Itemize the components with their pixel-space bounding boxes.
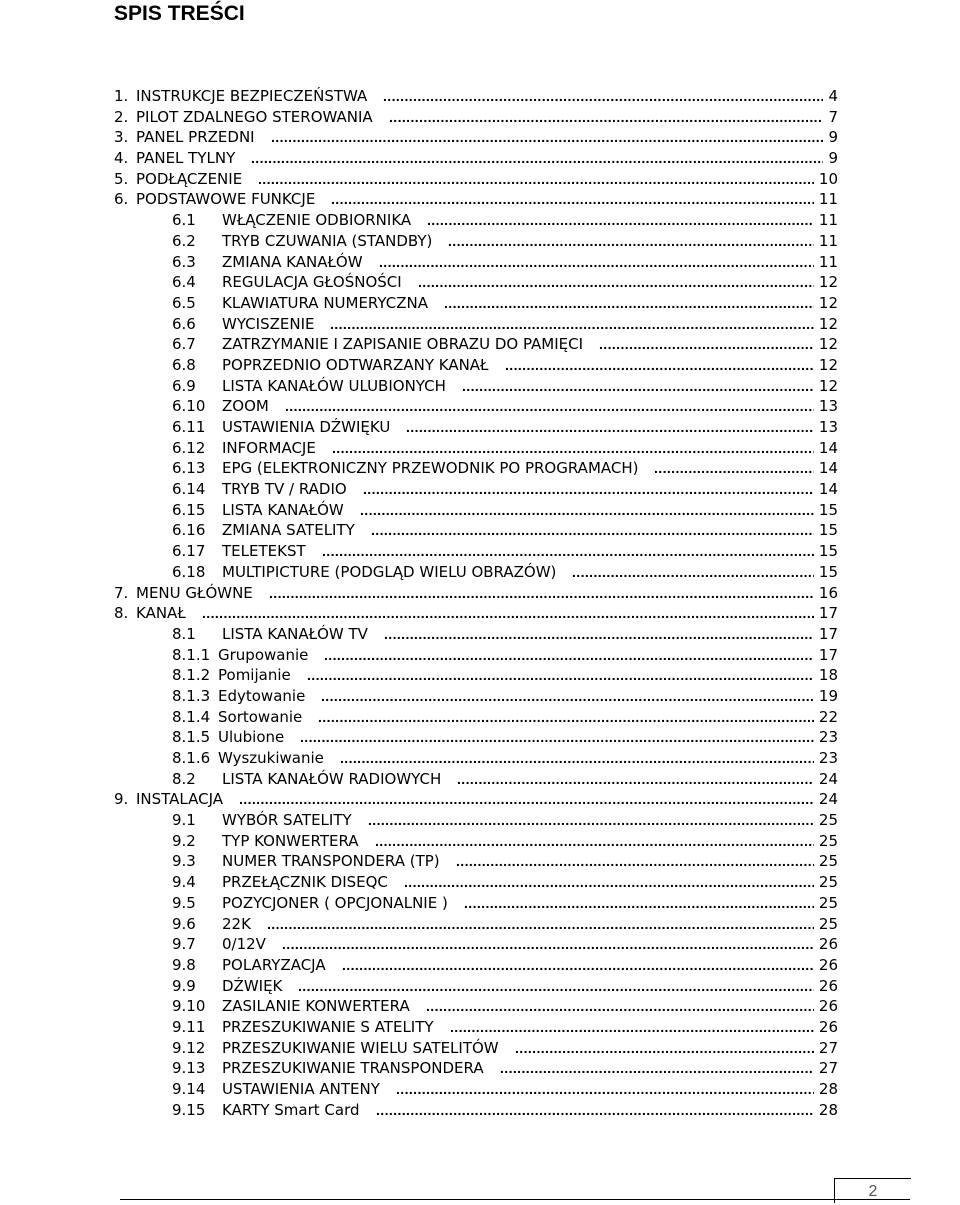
toc-entry-title: Grupowanie xyxy=(218,645,309,664)
toc-entry[interactable] xyxy=(0,893,960,914)
toc-leader-dots xyxy=(379,252,814,273)
toc-leader-dots xyxy=(406,417,814,438)
toc-entry-number: 6.10 xyxy=(172,397,206,416)
toc-entry-number: 8.1.1 xyxy=(172,645,211,664)
toc-leader-dots xyxy=(464,893,814,914)
toc-entry-title: USTAWIENIA DŹWIĘKU xyxy=(222,418,391,436)
toc-entry[interactable] xyxy=(0,1100,960,1121)
toc-entry-number: 8.1.2 xyxy=(172,666,211,685)
toc-leader-dots xyxy=(456,851,814,872)
toc-entry[interactable] xyxy=(0,562,960,583)
toc-entry-page: 13 xyxy=(818,397,838,416)
toc-entry-number: 8.2 xyxy=(172,769,196,788)
toc-entry-page: 10 xyxy=(818,169,838,188)
toc-entry-page: 11 xyxy=(818,252,838,271)
toc-entry-page: 13 xyxy=(818,418,838,436)
toc-entry-title: ZMIANA SATELITY xyxy=(222,521,355,540)
toc-leader-dots xyxy=(300,727,814,748)
toc-leader-dots xyxy=(342,955,814,976)
toc-entry-page: 28 xyxy=(818,1100,838,1119)
toc-entry-title: KLAWIATURA NUMERYCZNA xyxy=(222,293,428,312)
toc-entry-title: ZASILANIE KONWERTERA xyxy=(222,997,410,1016)
toc-entry-number: 6.16 xyxy=(172,521,206,540)
toc-entry-page: 25 xyxy=(818,852,838,871)
toc-entry[interactable] xyxy=(0,996,960,1017)
toc-entry[interactable] xyxy=(0,624,960,645)
table-of-contents xyxy=(0,86,960,1120)
toc-entry[interactable] xyxy=(0,1038,960,1059)
page-title: SPIS TREŚCI xyxy=(114,2,245,25)
toc-leader-dots xyxy=(285,396,814,417)
toc-entry-page: 25 xyxy=(818,811,838,830)
toc-entry[interactable] xyxy=(0,727,960,748)
toc-entry-title: PRZESZUKIWANIE S ATELITY xyxy=(222,1017,434,1036)
toc-entry[interactable] xyxy=(0,376,960,397)
toc-entry[interactable] xyxy=(0,748,960,769)
toc-entry-page: 12 xyxy=(818,335,838,354)
toc-entry-number: 8.1.3 xyxy=(172,686,211,705)
toc-leader-dots xyxy=(251,148,823,169)
toc-entry-title: ZMIANA KANAŁÓW xyxy=(222,252,363,271)
toc-entry-number: 6.1 xyxy=(172,211,196,230)
toc-entry-number: 6. xyxy=(114,190,129,209)
toc-leader-dots xyxy=(500,1058,814,1079)
toc-entry-title: TRYB CZUWANIA (STANDBY) xyxy=(222,231,433,250)
toc-leader-dots xyxy=(383,86,823,107)
toc-entry-number: 8.1.6 xyxy=(172,749,211,767)
toc-entry-page: 26 xyxy=(818,997,838,1016)
toc-entry[interactable] xyxy=(0,810,960,831)
toc-entry[interactable] xyxy=(0,479,960,500)
toc-leader-dots xyxy=(202,603,814,624)
toc-entry-number: 6.17 xyxy=(172,542,206,561)
toc-entry[interactable] xyxy=(0,520,960,541)
toc-entry[interactable] xyxy=(0,665,960,686)
toc-entry-title: PRZEŁĄCZNIK DISEQC xyxy=(222,873,388,892)
toc-entry-number: 7. xyxy=(114,583,129,602)
toc-leader-dots xyxy=(599,334,814,355)
toc-entry-number: 9.7 xyxy=(172,935,196,954)
toc-entry-number: 9.4 xyxy=(172,873,196,892)
toc-leader-dots xyxy=(360,500,814,521)
toc-entry-title: TYP KONWERTERA xyxy=(222,831,359,850)
toc-entry-page: 25 xyxy=(818,893,838,912)
toc-leader-dots xyxy=(363,479,814,500)
toc-entry-title: KANAŁ xyxy=(136,604,186,623)
toc-entry[interactable] xyxy=(0,1058,960,1079)
toc-leader-dots xyxy=(307,665,814,686)
toc-entry-page: 17 xyxy=(818,604,838,623)
toc-entry-title: DŹWIĘK xyxy=(222,976,283,995)
toc-entry[interactable] xyxy=(0,914,960,935)
toc-entry-number: 6.18 xyxy=(172,562,206,581)
toc-entry-number: 6.2 xyxy=(172,231,196,250)
toc-entry-title: INFORMACJE xyxy=(222,438,316,457)
toc-entry-page: 26 xyxy=(818,976,838,995)
toc-leader-dots xyxy=(258,169,814,190)
toc-entry[interactable] xyxy=(0,934,960,955)
toc-entry-number: 9.1 xyxy=(172,811,196,830)
toc-leader-dots xyxy=(368,810,814,831)
toc-leader-dots xyxy=(505,355,814,376)
toc-leader-dots xyxy=(448,231,814,252)
toc-entry-title: INSTALACJA xyxy=(136,790,224,809)
toc-leader-dots xyxy=(318,707,814,728)
toc-entry-page: 27 xyxy=(818,1059,838,1078)
toc-entry-title: PODŁĄCZENIE xyxy=(136,169,243,188)
toc-entry-number: 2. xyxy=(114,107,129,126)
footer-divider xyxy=(120,1199,910,1200)
toc-entry-page: 12 xyxy=(818,355,838,374)
toc-leader-dots xyxy=(396,1079,814,1100)
toc-entry-title: LISTA KANAŁÓW TV xyxy=(222,624,368,643)
toc-leader-dots xyxy=(324,645,814,666)
toc-entry-page: 9 xyxy=(828,128,838,147)
toc-entry-title: LISTA KANAŁÓW ULUBIONYCH xyxy=(222,376,446,395)
toc-leader-dots xyxy=(515,1038,814,1059)
toc-entry[interactable] xyxy=(0,127,960,148)
toc-entry-number: 4. xyxy=(114,149,129,168)
toc-leader-dots xyxy=(321,686,814,707)
toc-leader-dots xyxy=(376,1100,814,1121)
toc-leader-dots xyxy=(384,624,814,645)
toc-entry[interactable] xyxy=(0,707,960,728)
toc-entry-page: 26 xyxy=(818,955,838,974)
toc-entry-page: 7 xyxy=(828,107,838,126)
toc-entry[interactable] xyxy=(0,86,960,107)
toc-leader-dots xyxy=(450,1017,814,1038)
toc-leader-dots xyxy=(239,789,814,810)
toc-leader-dots xyxy=(371,520,814,541)
toc-entry[interactable] xyxy=(0,189,960,210)
toc-entry-title: KARTY Smart Card xyxy=(222,1100,360,1119)
toc-entry-page: 19 xyxy=(818,686,838,705)
toc-entry-title: TRYB TV / RADIO xyxy=(222,480,347,499)
toc-entry-title: USTAWIENIA ANTENY xyxy=(222,1080,380,1098)
toc-entry-page: 24 xyxy=(818,790,838,809)
toc-entry-title: PANEL TYLNY xyxy=(136,149,236,168)
toc-entry-page: 14 xyxy=(818,459,838,478)
toc-entry-title: WŁĄCZENIE ODBIORNIKA xyxy=(222,211,412,230)
toc-entry-number: 6.4 xyxy=(172,273,196,292)
toc-entry-page: 18 xyxy=(818,666,838,685)
toc-entry[interactable] xyxy=(0,789,960,810)
toc-entry-page: 25 xyxy=(818,831,838,850)
toc-entry-number: 6.7 xyxy=(172,335,196,354)
toc-entry[interactable] xyxy=(0,314,960,335)
toc-entry-number: 9.14 xyxy=(172,1080,206,1098)
toc-entry-page: 15 xyxy=(818,542,838,561)
toc-entry[interactable] xyxy=(0,458,960,479)
toc-entry-number: 9.13 xyxy=(172,1059,206,1078)
toc-entry-number: 1. xyxy=(114,87,129,105)
toc-leader-dots xyxy=(298,976,814,997)
toc-leader-dots xyxy=(332,438,814,459)
toc-entry-title: EPG (ELEKTRONICZNY PRZEWODNIK PO PROGRAMACH) xyxy=(222,459,639,478)
toc-leader-dots xyxy=(375,831,814,852)
toc-entry-title: Edytowanie xyxy=(218,686,306,705)
toc-leader-dots xyxy=(572,562,814,583)
toc-entry[interactable] xyxy=(0,872,960,893)
toc-leader-dots xyxy=(404,872,814,893)
toc-entry-number: 9.3 xyxy=(172,852,196,871)
toc-leader-dots xyxy=(340,748,814,769)
toc-entry[interactable] xyxy=(0,148,960,169)
toc-entry-title: ZOOM xyxy=(222,397,269,416)
toc-entry-page: 16 xyxy=(818,583,838,602)
toc-entry-title: WYBÓR SATELITY xyxy=(222,811,352,830)
toc-entry-title: POPRZEDNIO ODTWARZANY KANAŁ xyxy=(222,355,489,374)
page-number: 2 xyxy=(834,1178,911,1203)
toc-entry[interactable] xyxy=(0,769,960,790)
toc-entry[interactable] xyxy=(0,1017,960,1038)
toc-entry-page: 12 xyxy=(818,273,838,292)
toc-entry-title: TELETEKST xyxy=(222,542,306,561)
toc-entry-number: 8. xyxy=(114,604,129,623)
toc-entry-page: 22 xyxy=(818,707,838,726)
toc-entry[interactable] xyxy=(0,645,960,666)
toc-entry-title: LISTA KANAŁÓW RADIOWYCH xyxy=(222,769,442,788)
toc-entry-title: ZATRZYMANIE I ZAPISANIE OBRAZU DO PAMIĘCI xyxy=(222,335,584,354)
toc-entry-number: 5. xyxy=(114,169,129,188)
toc-entry-title: WYCISZENIE xyxy=(222,314,315,333)
toc-entry-title: PRZESZUKIWANIE TRANSPONDERA xyxy=(222,1059,484,1078)
toc-entry-title: Pomijanie xyxy=(218,666,291,685)
toc-entry-number: 6.5 xyxy=(172,293,196,312)
toc-entry-page: 26 xyxy=(818,1017,838,1036)
toc-entry-number: 8.1 xyxy=(172,624,196,643)
toc-entry[interactable] xyxy=(0,976,960,997)
toc-entry-title: PILOT ZDALNEGO STEROWANIA xyxy=(136,107,373,126)
toc-entry-number: 6.13 xyxy=(172,459,206,478)
toc-entry-title: Wyszukiwanie xyxy=(218,749,324,767)
toc-leader-dots xyxy=(271,127,823,148)
toc-entry-title: NUMER TRANSPONDERA (TP) xyxy=(222,852,440,871)
toc-entry-page: 12 xyxy=(818,376,838,395)
toc-entry-number: 9.11 xyxy=(172,1017,206,1036)
toc-entry-title: MENU GŁÓWNE xyxy=(136,583,253,602)
toc-leader-dots xyxy=(426,996,814,1017)
toc-entry[interactable] xyxy=(0,417,960,438)
toc-entry-title: INSTRUKCJE BEZPIECZEŃSTWA xyxy=(136,87,368,105)
toc-entry-title: PANEL PRZEDNI xyxy=(136,128,255,147)
toc-entry-page: 25 xyxy=(818,914,838,933)
toc-entry-page: 23 xyxy=(818,728,838,747)
toc-leader-dots xyxy=(654,458,814,479)
toc-entry-number: 6.11 xyxy=(172,418,206,436)
toc-entry[interactable] xyxy=(0,500,960,521)
toc-entry[interactable] xyxy=(0,231,960,252)
toc-leader-dots xyxy=(389,107,823,128)
toc-entry-title: LISTA KANAŁÓW xyxy=(222,500,344,519)
toc-entry-page: 11 xyxy=(818,211,838,230)
toc-entry-number: 6.6 xyxy=(172,314,196,333)
toc-leader-dots xyxy=(330,314,814,335)
toc-entry-number: 9.6 xyxy=(172,914,196,933)
toc-entry-number: 9.12 xyxy=(172,1038,206,1057)
toc-leader-dots xyxy=(282,934,814,955)
toc-entry-title: Ulubione xyxy=(218,728,285,747)
toc-entry-title: 0/12V xyxy=(222,935,266,954)
toc-entry-page: 17 xyxy=(818,645,838,664)
toc-entry-page: 15 xyxy=(818,500,838,519)
toc-leader-dots xyxy=(418,272,814,293)
toc-entry-page: 23 xyxy=(818,749,838,767)
toc-entry-number: 9.8 xyxy=(172,955,196,974)
toc-entry[interactable] xyxy=(0,107,960,128)
toc-entry-number: 9.10 xyxy=(172,997,206,1016)
toc-entry-title: 22K xyxy=(222,914,251,933)
toc-entry[interactable] xyxy=(0,169,960,190)
toc-entry-page: 11 xyxy=(818,231,838,250)
toc-entry[interactable] xyxy=(0,438,960,459)
toc-entry-number: 3. xyxy=(114,128,129,147)
toc-entry-title: Sortowanie xyxy=(218,707,303,726)
toc-leader-dots xyxy=(331,189,814,210)
toc-leader-dots xyxy=(267,914,814,935)
toc-entry-number: 6.14 xyxy=(172,480,206,499)
toc-entry-number: 6.3 xyxy=(172,252,196,271)
toc-entry[interactable] xyxy=(0,272,960,293)
toc-leader-dots xyxy=(462,376,814,397)
toc-entry-number: 8.1.4 xyxy=(172,707,211,726)
toc-entry[interactable] xyxy=(0,210,960,231)
toc-entry-page: 17 xyxy=(818,624,838,643)
toc-entry[interactable] xyxy=(0,583,960,604)
toc-entry[interactable] xyxy=(0,851,960,872)
toc-entry-title: REGULACJA GŁOŚNOŚCI xyxy=(222,273,402,292)
toc-entry[interactable] xyxy=(0,603,960,624)
toc-leader-dots xyxy=(457,769,814,790)
toc-entry-page: 12 xyxy=(818,293,838,312)
toc-entry-page: 4 xyxy=(828,87,838,105)
toc-entry-page: 9 xyxy=(828,149,838,168)
toc-entry-title: POZYCJONER ( OPCJONALNIE ) xyxy=(222,893,448,912)
toc-entry-page: 26 xyxy=(818,935,838,954)
toc-entry-page: 24 xyxy=(818,769,838,788)
toc-entry-title: PRZESZUKIWANIE WIELU SATELITÓW xyxy=(222,1038,499,1057)
toc-entry[interactable] xyxy=(0,686,960,707)
toc-entry[interactable] xyxy=(0,955,960,976)
toc-entry-number: 9.9 xyxy=(172,976,196,995)
toc-entry[interactable] xyxy=(0,293,960,314)
toc-entry-page: 15 xyxy=(818,521,838,540)
toc-leader-dots xyxy=(322,541,814,562)
toc-entry[interactable] xyxy=(0,1079,960,1100)
toc-entry-page: 27 xyxy=(818,1038,838,1057)
toc-entry-number: 6.15 xyxy=(172,500,206,519)
toc-entry-title: MULTIPICTURE (PODGLĄD WIELU OBRAZÓW) xyxy=(222,562,557,581)
toc-entry[interactable] xyxy=(0,355,960,376)
toc-entry-page: 15 xyxy=(818,562,838,581)
toc-entry-number: 9.2 xyxy=(172,831,196,850)
toc-entry-page: 14 xyxy=(818,438,838,457)
toc-entry-number: 9.15 xyxy=(172,1100,206,1119)
toc-entry[interactable] xyxy=(0,334,960,355)
toc-entry-number: 6.9 xyxy=(172,376,196,395)
toc-leader-dots xyxy=(444,293,814,314)
toc-entry-page: 25 xyxy=(818,873,838,892)
toc-entry[interactable] xyxy=(0,831,960,852)
toc-entry-title: POLARYZACJA xyxy=(222,955,326,974)
toc-entry-number: 8.1.5 xyxy=(172,728,211,747)
toc-leader-dots xyxy=(427,210,814,231)
toc-entry-page: 11 xyxy=(818,190,838,209)
toc-entry-page: 14 xyxy=(818,480,838,499)
toc-entry[interactable] xyxy=(0,541,960,562)
toc-entry-number: 9.5 xyxy=(172,893,196,912)
toc-leader-dots xyxy=(269,583,814,604)
toc-entry-page: 28 xyxy=(818,1080,838,1098)
toc-entry-number: 6.12 xyxy=(172,438,206,457)
toc-entry-number: 6.8 xyxy=(172,355,196,374)
toc-entry-title: PODSTAWOWE FUNKCJE xyxy=(136,190,316,209)
toc-entry-page: 12 xyxy=(818,314,838,333)
toc-entry-number: 9. xyxy=(114,790,129,809)
toc-entry[interactable] xyxy=(0,252,960,273)
toc-entry[interactable] xyxy=(0,396,960,417)
